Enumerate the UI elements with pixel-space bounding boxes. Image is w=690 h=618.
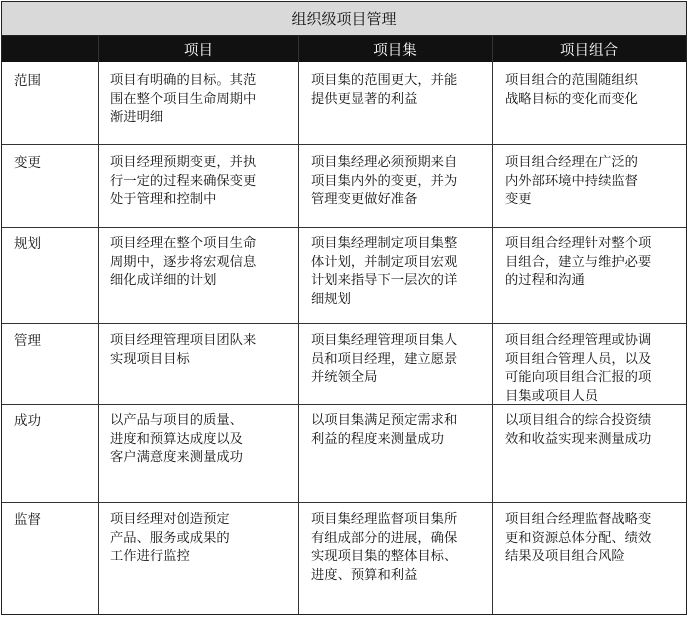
cell-management-program: 项目集经理管理项目集人 员和项目经理，建立愿景 并统领全局 xyxy=(311,333,458,385)
row-label-change: 变更 xyxy=(14,155,41,171)
column-divider xyxy=(298,36,299,614)
row-divider xyxy=(2,323,686,324)
row-divider xyxy=(2,144,686,145)
table-title-text: 组织级项目管理 xyxy=(291,10,397,28)
cell-success-project: 以产品与项目的质量、 进度和预算达成度以及 客户满意度来测量成功 xyxy=(110,413,243,465)
cell-monitoring-program: 项目集经理监督项目集所 有组成部分的进展，确保 实现项目集的整体目标、 进度、预算和利益 xyxy=(311,512,458,583)
cell-change-portfolio: 项目组合经理在广泛的 内外部环境中持续监督 变更 xyxy=(505,155,638,207)
cell-success-portfolio: 以项目组合的综合投资绩 效和收益实现来测量成功 xyxy=(505,413,652,447)
cell-planning-program: 项目集经理制定项目集整 体计划，并制定项目宏观 计划来指导下一层次的详 细规划 xyxy=(311,236,458,307)
column-header-portfolio: 项目组合 xyxy=(560,42,618,59)
cell-scope-project: 项目有明确的目标。其范 围在整个项目生命周期中 渐进明细 xyxy=(110,73,257,125)
table-title xyxy=(2,2,686,36)
table-header-row xyxy=(2,36,686,62)
cell-management-portfolio: 项目组合经理管理或协调 项目组合管理人员，以及 可能向项目组合汇报的项 目集或项目人员 xyxy=(505,333,652,404)
cell-success-program: 以项目集满足预定需求和 利益的程度来测量成功 xyxy=(311,413,458,447)
cell-monitoring-portfolio: 项目组合经理监督战略变 更和资源总体分配、绩效 结果及项目组合风险 xyxy=(505,512,652,564)
cell-planning-project: 项目经理在整个项目生命 周期中，逐步将宏观信息 细化成详细的计划 xyxy=(110,236,257,288)
cell-monitoring-project: 项目经理对创造预定 产品、服务或成果的 工作进行监控 xyxy=(110,512,230,564)
row-label-scope: 范围 xyxy=(14,73,41,89)
cell-planning-portfolio: 项目组合经理针对整个项 目组合，建立与维护必要 的过程和沟通 xyxy=(505,236,652,288)
cell-scope-portfolio: 项目组合的范围随组织 战略目标的变化而变化 xyxy=(505,73,638,107)
row-label-planning: 规划 xyxy=(14,236,41,252)
row-label-management: 管理 xyxy=(14,333,41,349)
column-header-project: 项目 xyxy=(184,42,213,59)
column-divider xyxy=(98,36,99,614)
column-divider xyxy=(492,36,493,614)
row-label-success: 成功 xyxy=(14,413,41,429)
cell-scope-program: 项目集的范围更大，并能 提供更显著的利益 xyxy=(311,73,458,107)
row-divider xyxy=(2,227,686,228)
cell-management-project: 项目经理管理项目团队来 实现项目目标 xyxy=(110,333,257,367)
cell-change-project: 项目经理预期变更，并执 行一定的过程来确保变更 处于管理和控制中 xyxy=(110,155,257,207)
org-project-management-table xyxy=(1,1,687,615)
row-label-monitoring: 监督 xyxy=(14,512,41,528)
row-divider xyxy=(2,502,686,503)
cell-change-program: 项目集经理必须预期来自 项目集内外的变更，并为 管理变更做好准备 xyxy=(311,155,458,207)
column-header-program: 项目集 xyxy=(373,42,417,59)
